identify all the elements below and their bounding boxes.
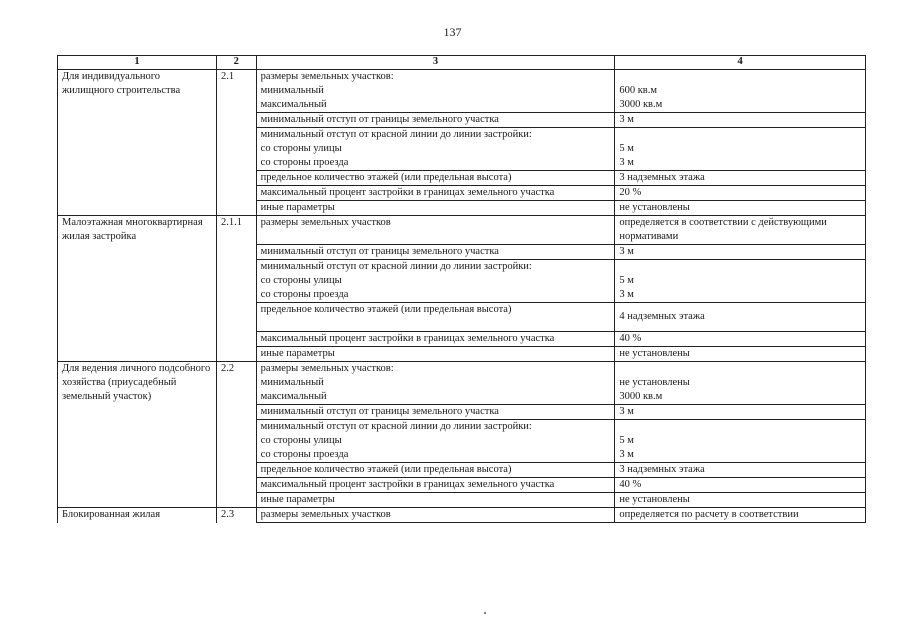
parameter-cell <box>256 420 615 463</box>
header-cell-1: 1 <box>58 56 217 70</box>
value-text: определяется в соответствии с действующими нормативами <box>619 217 827 242</box>
parameter-cell <box>256 186 615 201</box>
parameter-text: иные параметры <box>260 202 335 213</box>
value-cell <box>615 347 866 362</box>
header-cell-4: 4 <box>615 56 866 70</box>
header-cell-2: 2 <box>216 56 256 70</box>
value-text: 5 м <box>619 275 634 286</box>
value-text: не установлены <box>619 494 690 505</box>
value-text: 600 кв.м <box>619 85 658 96</box>
parameter-text: минимальный отступ от красной линии до линии застройки: <box>260 421 532 432</box>
parameter-text: максимальный <box>260 391 327 402</box>
parameter-text: со стороны улицы <box>260 435 342 446</box>
value-text: 5 м <box>619 143 634 154</box>
value-text <box>619 362 861 376</box>
parameter-text: предельное количество этажей (или предельная высота) <box>260 464 512 475</box>
value-cell <box>615 493 866 508</box>
value-text: определяется по расчету в соответствии <box>619 509 799 520</box>
table-row <box>58 216 866 245</box>
parameter-cell <box>256 362 615 405</box>
value-text: 40 % <box>619 333 642 344</box>
land-use-type-cell: Для индивидуального жилищного строительства <box>58 70 217 216</box>
value-cell <box>615 113 866 128</box>
parameter-cell <box>256 303 615 332</box>
parameter-text: максимальный процент застройки в границах земельного участка <box>260 333 555 344</box>
land-use-code-cell: 2.1.1 <box>216 216 256 362</box>
parameter-cell <box>256 463 615 478</box>
value-text: 20 % <box>619 187 642 198</box>
value-text: 3000 кв.м <box>619 99 663 110</box>
value-cell <box>615 260 866 303</box>
land-use-type-cell: Малоэтажная многоквартирная жилая застройка <box>58 216 217 362</box>
parameter-text: размеры земельных участков <box>260 509 391 520</box>
land-use-type-cell: Блокированная жилая <box>58 508 217 523</box>
value-cell <box>615 171 866 186</box>
parameter-text: максимальный процент застройки в границах земельного участка <box>260 479 555 490</box>
value-text: не установлены <box>619 202 690 213</box>
value-text: 3 надземных этажа <box>619 172 705 183</box>
regulations-table <box>57 55 866 523</box>
value-text <box>619 420 861 434</box>
value-text: 3 м <box>619 289 634 300</box>
parameter-cell <box>256 171 615 186</box>
land-use-code-cell: 2.3 <box>216 508 256 523</box>
parameter-cell <box>256 332 615 347</box>
parameter-cell <box>256 260 615 303</box>
parameter-cell <box>256 508 615 523</box>
land-use-type-cell: Для ведения личного подсобного хозяйства (приусадебный земельный участок) <box>58 362 217 508</box>
table-row <box>58 362 866 405</box>
value-text: 3 м <box>619 246 634 257</box>
parameter-cell <box>256 201 615 216</box>
value-text: 4 надземных этажа <box>619 311 705 322</box>
parameter-text: минимальный <box>260 85 324 96</box>
parameter-text: максимальный процент застройки в границах земельного участка <box>260 187 555 198</box>
parameter-text: иные параметры <box>260 348 335 359</box>
parameter-text: со стороны проезда <box>260 157 349 168</box>
parameter-text: со стороны проезда <box>260 449 349 460</box>
value-text <box>619 70 861 84</box>
parameter-text: минимальный <box>260 377 324 388</box>
parameter-text: максимальный <box>260 99 327 110</box>
parameter-cell <box>256 70 615 113</box>
parameter-cell <box>256 493 615 508</box>
parameter-cell <box>256 478 615 493</box>
parameter-text: размеры земельных участков: <box>260 71 394 82</box>
parameter-text: иные параметры <box>260 494 335 505</box>
value-cell <box>615 216 866 245</box>
value-cell <box>615 420 866 463</box>
parameter-cell <box>256 113 615 128</box>
table-row <box>58 508 866 523</box>
parameter-text: размеры земельных участков: <box>260 363 394 374</box>
parameter-cell <box>256 128 615 171</box>
value-text: 3 м <box>619 157 634 168</box>
parameter-cell <box>256 347 615 362</box>
value-cell <box>615 70 866 113</box>
parameter-text: предельное количество этажей (или предельная высота) <box>260 172 512 183</box>
value-cell <box>615 405 866 420</box>
value-text: 5 м <box>619 435 634 446</box>
land-use-code-cell: 2.2 <box>216 362 256 508</box>
table-row <box>58 70 866 113</box>
table-body <box>58 70 866 523</box>
parameter-text: предельное количество этажей (или предельная высота) <box>260 304 512 315</box>
scan-dot <box>484 612 486 614</box>
value-cell <box>615 245 866 260</box>
value-text <box>619 260 861 274</box>
parameter-text: минимальный отступ от красной линии до линии застройки: <box>260 129 532 140</box>
value-cell <box>615 128 866 171</box>
value-text: 3 м <box>619 114 634 125</box>
value-cell <box>615 463 866 478</box>
parameter-text: минимальный отступ от красной линии до линии застройки: <box>260 261 532 272</box>
parameter-text: минимальный отступ от границы земельного участка <box>260 246 499 257</box>
value-text: не установлены <box>619 377 690 388</box>
value-cell <box>615 478 866 493</box>
value-text: 3000 кв.м <box>619 391 663 402</box>
value-text: не установлены <box>619 348 690 359</box>
value-cell <box>615 362 866 405</box>
parameter-text: размеры земельных участков <box>260 217 391 228</box>
parameter-text: со стороны проезда <box>260 289 349 300</box>
value-cell <box>615 508 866 523</box>
value-text: 40 % <box>619 479 642 490</box>
value-cell <box>615 332 866 347</box>
parameter-text: минимальный отступ от границы земельного участка <box>260 406 499 417</box>
parameter-cell <box>256 245 615 260</box>
value-text: 3 м <box>619 449 634 460</box>
parameter-text: со стороны улицы <box>260 143 342 154</box>
page-number: 137 <box>443 25 462 39</box>
parameter-cell <box>256 405 615 420</box>
value-cell <box>615 186 866 201</box>
parameter-cell <box>256 216 615 245</box>
parameter-text: со стороны улицы <box>260 275 342 286</box>
value-cell <box>615 201 866 216</box>
value-text <box>619 128 861 142</box>
parameter-text: минимальный отступ от границы земельного участка <box>260 114 499 125</box>
value-text: 3 надземных этажа <box>619 464 705 475</box>
value-cell <box>615 303 866 332</box>
header-cell-3: 3 <box>256 56 615 70</box>
table-header-row <box>58 56 866 70</box>
land-use-code-cell: 2.1 <box>216 70 256 216</box>
value-text: 3 м <box>619 406 634 417</box>
